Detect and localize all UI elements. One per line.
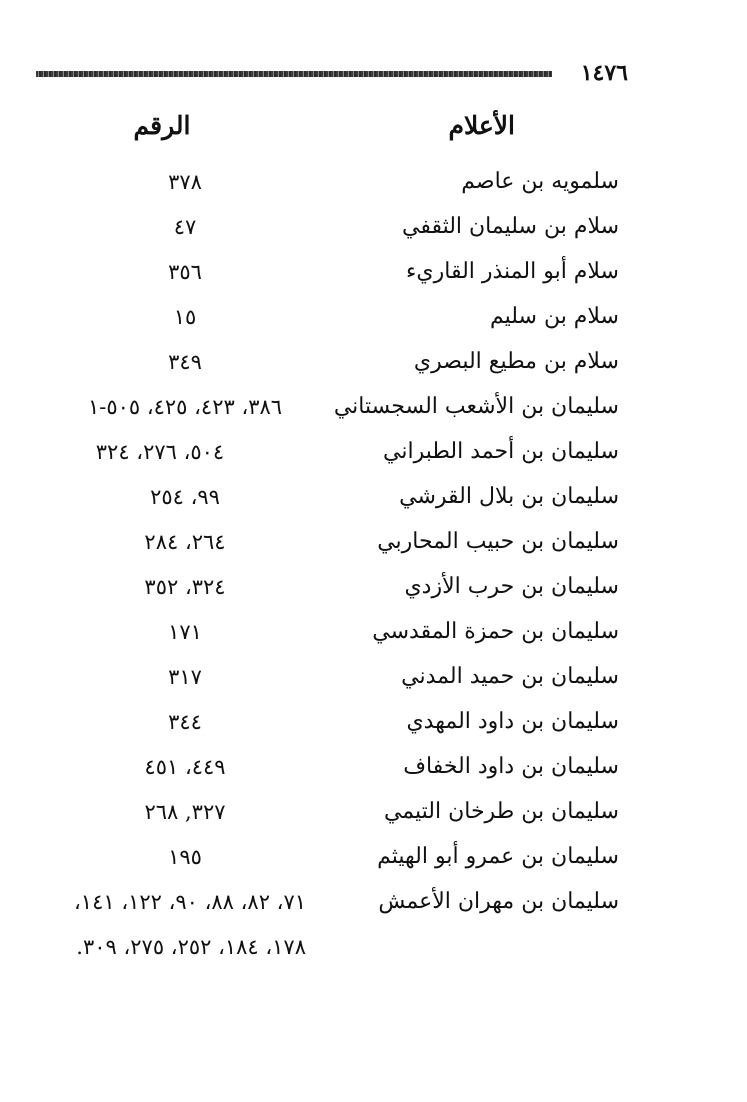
index-row	[0, 160, 747, 205]
entry-refs-line-1: ٧١، ٨٢، ٨٨، ٩٠، ١٢٢، ١٤١،	[74, 890, 306, 914]
names-column-heading: الأعلام	[448, 111, 515, 140]
entry-name: سلام بن سليم	[489, 304, 619, 329]
entry-name: سليمان بن طرخان التيمي	[383, 799, 619, 824]
entry-name: سليمان بن أحمد الطبراني	[383, 439, 619, 464]
entry-refs: ١٩٥	[168, 845, 202, 869]
index-row	[0, 430, 747, 475]
entry-name: سليمان بن الأشعب السجستاني	[333, 394, 619, 419]
entry-name: سليمان بن داود الخفاف	[403, 754, 619, 779]
entry-refs: ٣٤٩	[168, 350, 202, 374]
entry-name: سليمان بن بلال القرشي	[399, 484, 619, 509]
entry-name: سليمان بن حرب الأزدي	[404, 574, 619, 599]
entry-name: سليمان بن حميد المدني	[401, 664, 619, 689]
index-row	[0, 385, 747, 430]
entry-refs: ٢٦٤، ٢٨٤	[144, 530, 226, 554]
entry-refs: ٤٤٩، ٤٥١	[144, 755, 226, 779]
index-row	[0, 880, 747, 972]
index-row	[0, 655, 747, 700]
index-row	[0, 295, 747, 340]
index-row	[0, 340, 747, 385]
index-row	[0, 745, 747, 790]
entry-name: سليمان بن داود المهدي	[406, 709, 619, 734]
entry-name: سليمان بن مهران الأعمش	[378, 889, 619, 914]
page-number: ١٤٧٦	[580, 60, 628, 86]
entry-refs: ٣١٧	[168, 665, 202, 689]
index-row	[0, 250, 747, 295]
entry-name: سلام بن سليمان الثقفي	[401, 214, 619, 239]
entry-refs: ٩٩، ٢٥٤	[150, 485, 220, 509]
entry-refs: ٣٧٨	[168, 170, 202, 194]
entry-name: سلام أبو المنذر القاريء	[406, 259, 619, 284]
index-table	[0, 160, 747, 972]
entry-name: سليمان بن حمزة المقدسي	[372, 619, 619, 644]
entry-refs: ٣٤٤	[168, 710, 202, 734]
entry-name: سلمويه بن عاصم	[461, 169, 619, 194]
index-row	[0, 700, 747, 745]
entry-refs: ١٥	[173, 305, 197, 329]
entry-name: سليمان بن عمرو أبو الهيثم	[377, 844, 619, 869]
index-row	[0, 205, 747, 250]
index-row	[0, 835, 747, 880]
entry-refs: ٤٧	[173, 215, 197, 239]
entry-refs: ٣٢٤، ٣٥٢	[144, 575, 226, 599]
index-row	[0, 565, 747, 610]
entry-refs-line-2: ١٧٨، ١٨٤، ٢٥٢، ٢٧٥، ٣٠٩.	[76, 935, 306, 959]
entry-name: سلام بن مطيع البصري	[413, 349, 619, 374]
entry-refs: ٣٨٦، ٤٢٣، ٤٢٥، ٥٠٥-١	[87, 395, 283, 419]
entry-refs: ٣٢٧, ٢٦٨	[144, 800, 226, 824]
index-row	[0, 475, 747, 520]
entry-refs: ١٧١	[168, 620, 202, 644]
index-row	[0, 520, 747, 565]
entry-refs: ٣٥٦	[168, 260, 202, 284]
entry-name: سليمان بن حبيب المحاربي	[377, 529, 619, 554]
entry-refs: ٥٠٤، ٢٧٦، ٣٢٤	[95, 440, 225, 464]
numbers-column-heading: الرقم	[133, 111, 191, 140]
index-row	[0, 610, 747, 655]
header-rule	[36, 71, 552, 77]
index-row	[0, 790, 747, 835]
